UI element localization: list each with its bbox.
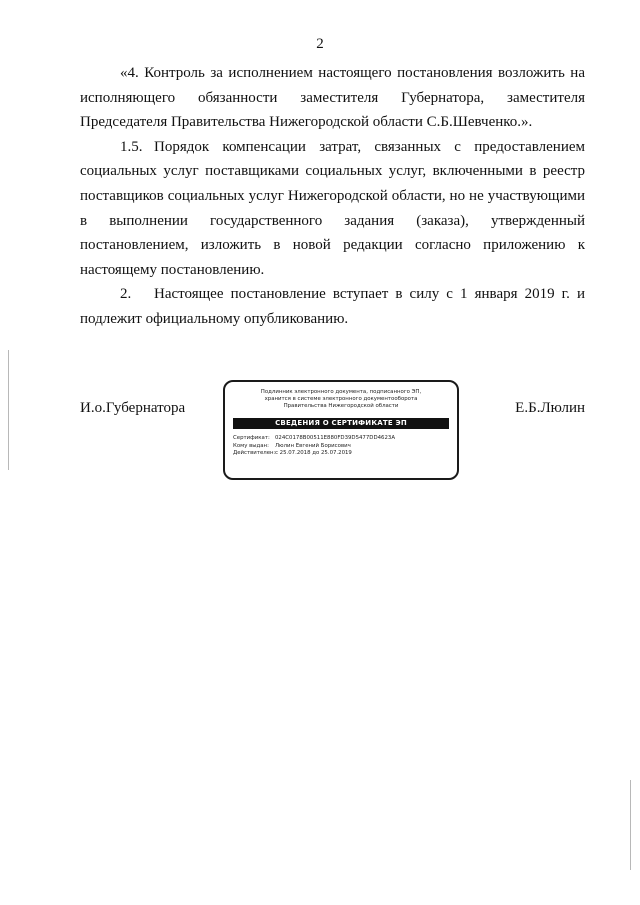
text-line: Председателя Правительства Нижегородской области С.Б.Шевченко.». (80, 114, 533, 131)
stamp-notice-line: хранится в системе электронного документооборота (264, 396, 418, 402)
scan-edge-artifact (8, 350, 9, 470)
stamp-notice-line: Правительства Нижегородской области (283, 403, 399, 409)
clause-text: Порядок компенсации затрат, связанных с предоставлением (154, 138, 585, 155)
validity-row (233, 450, 449, 458)
signatory-name: Е.Б.Люлин (515, 400, 585, 416)
paragraph-1-5 (80, 135, 585, 283)
stamp-details (233, 435, 449, 458)
issued-to-value: Люлин Евгений Борисович (275, 442, 351, 449)
text-line: подлежит официальному опубликованию. (80, 310, 349, 327)
issued-to-label: Кому выдан: (233, 442, 269, 449)
page-number: 2 (316, 36, 324, 52)
clause-number: 1.5. (120, 138, 143, 155)
text-line (80, 135, 585, 160)
stamp-notice-line: Подлинник электронного документа, подписанного ЭП, (260, 389, 422, 395)
certificate-row (233, 435, 449, 443)
stamp-notice (233, 389, 449, 410)
certificate-value: 024C0178B00511E880FD39D5477DD4623A (275, 435, 396, 441)
electronic-signature-stamp (223, 380, 459, 480)
signature-block (80, 380, 585, 485)
text-line: исполняющего обязанности заместителя Губернатора, заместителя (80, 89, 585, 106)
clause-text: Настоящее постановление вступает в силу с 1 января 2019 г. и (154, 286, 585, 303)
paragraph-control-clause (80, 61, 585, 135)
stamp-banner: СВЕДЕНИЯ О СЕРТИФИКАТЕ ЭП (233, 418, 449, 429)
paragraph-2 (80, 282, 585, 331)
text-line: социальных услуг поставщиками социальных услуг, включенными в реестр (80, 163, 585, 180)
certificate-label: Сертификат: (233, 435, 270, 441)
text-line: «4. Контроль за исполнением настоящего постановления возложить на (120, 65, 585, 81)
scan-edge-artifact (630, 780, 631, 870)
validity-label: Действителен: (233, 450, 276, 456)
text-line: поставщиков социальных услуг Нижегородской области, но не участвующими (80, 187, 585, 204)
text-line: постановлением, изложить в новой редакции согласно приложению к (80, 237, 585, 254)
text-line: настоящему постановлению. (80, 261, 265, 278)
text-line: в выполнении государственного задания (заказа), утвержденный (80, 212, 585, 229)
text-line (80, 282, 585, 307)
clause-number: 2. (120, 286, 132, 303)
signatory-title: И.о.Губернатора (80, 400, 186, 416)
issued-to-row (233, 443, 449, 451)
validity-value: с 25.07.2018 до 25.07.2019 (275, 450, 352, 456)
document-body (80, 61, 585, 332)
